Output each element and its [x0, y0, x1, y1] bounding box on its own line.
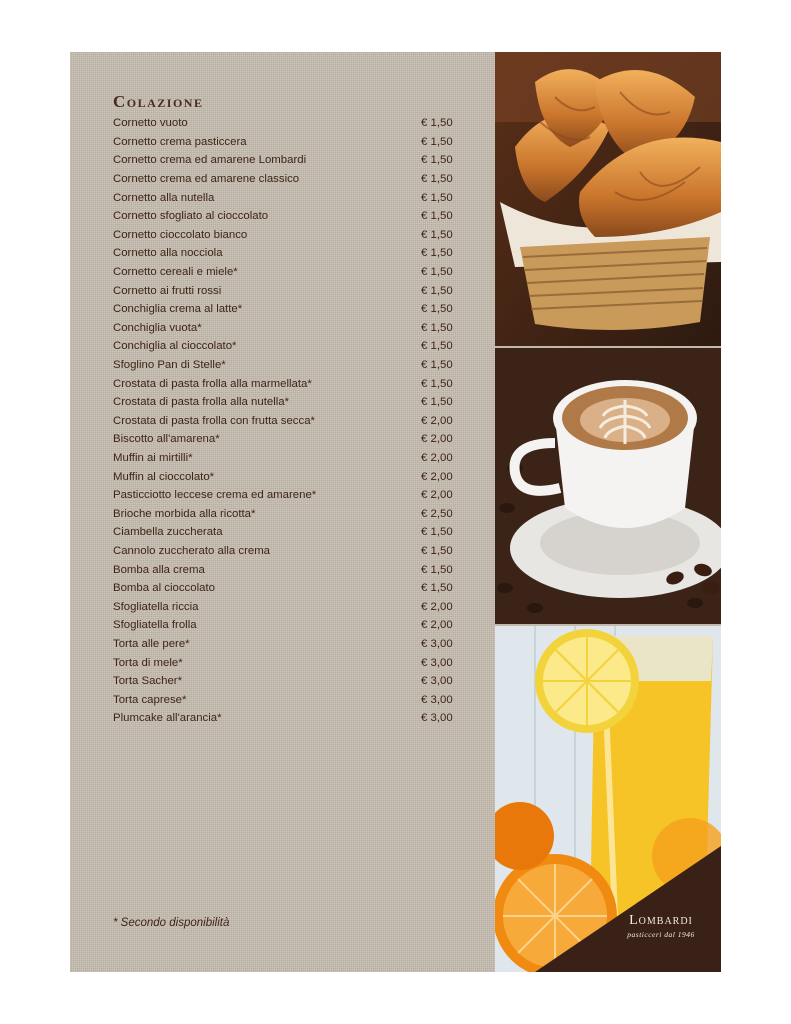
menu-item-price: € 1,50 [421, 526, 453, 539]
brand-tagline: pasticceri dal 1946 [627, 930, 695, 939]
menu-item-price: € 2,00 [421, 433, 453, 446]
menu-item [113, 542, 463, 561]
menu-item [113, 560, 463, 579]
menu-item-name: Muffin ai mirtilli* [113, 451, 193, 464]
menu-item-name: Conchiglia al cioccolato* [113, 340, 237, 353]
menu-item-name: Bomba al cioccolato [113, 582, 215, 595]
menu-item-name: Cornetto alla nocciola [113, 247, 223, 260]
menu-item [113, 504, 463, 523]
menu-item-price: € 1,50 [421, 191, 453, 204]
menu-item-price: € 1,50 [421, 154, 453, 167]
menu-item-name: Torta di mele* [113, 656, 183, 669]
menu-item-price: € 1,50 [421, 340, 453, 353]
menu-item-name: Brioche morbida alla ricotta* [113, 507, 256, 520]
menu-item-name: Cannolo zuccherato alla crema [113, 544, 271, 557]
menu-item [113, 430, 463, 449]
menu-item-name: Crostata di pasta frolla alla nutella* [113, 396, 290, 409]
menu-item-name: Bomba alla crema [113, 563, 205, 576]
brand-logo [616, 913, 706, 939]
menu-item-price: € 1,50 [421, 321, 453, 334]
menu-item-price: € 1,50 [421, 377, 453, 390]
croissant-photo [495, 52, 721, 346]
menu-item [113, 244, 463, 263]
menu-item [113, 653, 463, 672]
menu-item [113, 133, 463, 152]
menu-panel [70, 52, 495, 972]
menu-item-name: Cornetto crema pasticcera [113, 135, 247, 148]
menu-item-name: Cornetto cereali e miele* [113, 266, 238, 279]
menu-item [113, 207, 463, 226]
menu-item-name: Cornetto crema ed amarene Lombardi [113, 154, 307, 167]
menu-item-name: Muffin al cioccolato* [113, 470, 215, 483]
menu-item-price: € 1,50 [421, 228, 453, 241]
footnote: * Secondo disponibilità [113, 917, 230, 929]
menu-item [113, 597, 463, 616]
menu-item [113, 263, 463, 282]
menu-item [113, 319, 463, 338]
menu-item-price: € 3,00 [421, 656, 453, 669]
menu-item-price: € 2,00 [421, 600, 453, 613]
menu-item-price: € 1,50 [421, 210, 453, 223]
menu-item-price: € 1,50 [421, 544, 453, 557]
menu-item-name: Biscotto all'amarena* [113, 433, 220, 446]
menu-item-price: € 2,50 [421, 507, 453, 520]
menu-item [113, 281, 463, 300]
menu-item-name: Cornetto sfogliato al cioccolato [113, 210, 269, 223]
menu-item [113, 356, 463, 375]
menu-item [113, 672, 463, 691]
menu-item-name: Crostata di pasta frolla alla marmellata* [113, 377, 312, 390]
cappuccino-illustration [495, 348, 721, 624]
cappuccino-photo [495, 348, 721, 624]
menu-item [113, 635, 463, 654]
menu-item [113, 616, 463, 635]
menu-item [113, 337, 463, 356]
menu-item-price: € 2,00 [421, 619, 453, 632]
menu-item-name: Pasticciotto leccese crema ed amarene* [113, 489, 317, 502]
menu-item [113, 114, 463, 133]
menu-item-price: € 1,50 [421, 284, 453, 297]
menu-item-price: € 1,50 [421, 563, 453, 576]
menu-item [113, 467, 463, 486]
menu-item [113, 412, 463, 431]
menu-item-price: € 3,00 [421, 712, 453, 725]
menu-item [113, 188, 463, 207]
menu-item-price: € 1,50 [421, 582, 453, 595]
menu-item [113, 449, 463, 468]
menu-item-price: € 1,50 [421, 303, 453, 316]
menu-item-name: Torta caprese* [113, 693, 187, 706]
menu-item-price: € 2,00 [421, 470, 453, 483]
menu-item [113, 300, 463, 319]
menu-item-name: Cornetto ai frutti rossi [113, 284, 222, 297]
menu-item-price: € 1,50 [421, 396, 453, 409]
menu-item-price: € 3,00 [421, 637, 453, 650]
menu-item-name: Plumcake all'arancia* [113, 712, 222, 725]
menu-item-list [113, 114, 463, 728]
section-title: Colazione [113, 92, 204, 111]
menu-item-price: € 1,50 [421, 266, 453, 279]
menu-item [113, 226, 463, 245]
menu-item-name: Cornetto vuoto [113, 117, 188, 130]
menu-item-price: € 2,00 [421, 451, 453, 464]
menu-item-name: Ciambella zuccherata [113, 526, 223, 539]
menu-item-name: Sfoglino Pan di Stelle* [113, 359, 226, 372]
menu-item [113, 374, 463, 393]
menu-item-price: € 3,00 [421, 693, 453, 706]
menu-item-name: Torta alle pere* [113, 637, 190, 650]
menu-item-name: Cornetto cioccolato bianco [113, 228, 248, 241]
menu-item-price: € 2,00 [421, 489, 453, 502]
menu-item-name: Cornetto alla nutella [113, 191, 215, 204]
menu-item [113, 151, 463, 170]
croissant-illustration [495, 52, 721, 346]
menu-item-name: Torta Sacher* [113, 675, 183, 688]
menu-item-name: Conchiglia vuota* [113, 321, 202, 334]
menu-item [113, 523, 463, 542]
menu-item-price: € 1,50 [421, 247, 453, 260]
menu-item [113, 690, 463, 709]
menu-item-price: € 1,50 [421, 359, 453, 372]
menu-item [113, 393, 463, 412]
menu-item-price: € 3,00 [421, 675, 453, 688]
menu-item-name: Conchiglia crema al latte* [113, 303, 243, 316]
menu-item-price: € 1,50 [421, 117, 453, 130]
menu-item-name: Cornetto crema ed amarene classico [113, 173, 300, 186]
brand-name: Lombardi [629, 913, 693, 928]
menu-item-name: Crostata di pasta frolla con frutta secca* [113, 414, 315, 427]
menu-item-price: € 1,50 [421, 135, 453, 148]
menu-item [113, 170, 463, 189]
menu-item [113, 579, 463, 598]
menu-item-price: € 1,50 [421, 173, 453, 186]
menu-page [70, 52, 721, 972]
menu-item-name: Sfogliatella frolla [113, 619, 197, 632]
menu-item-name: Sfogliatella riccia [113, 600, 199, 613]
menu-item [113, 709, 463, 728]
menu-item-price: € 2,00 [421, 414, 453, 427]
menu-item [113, 486, 463, 505]
